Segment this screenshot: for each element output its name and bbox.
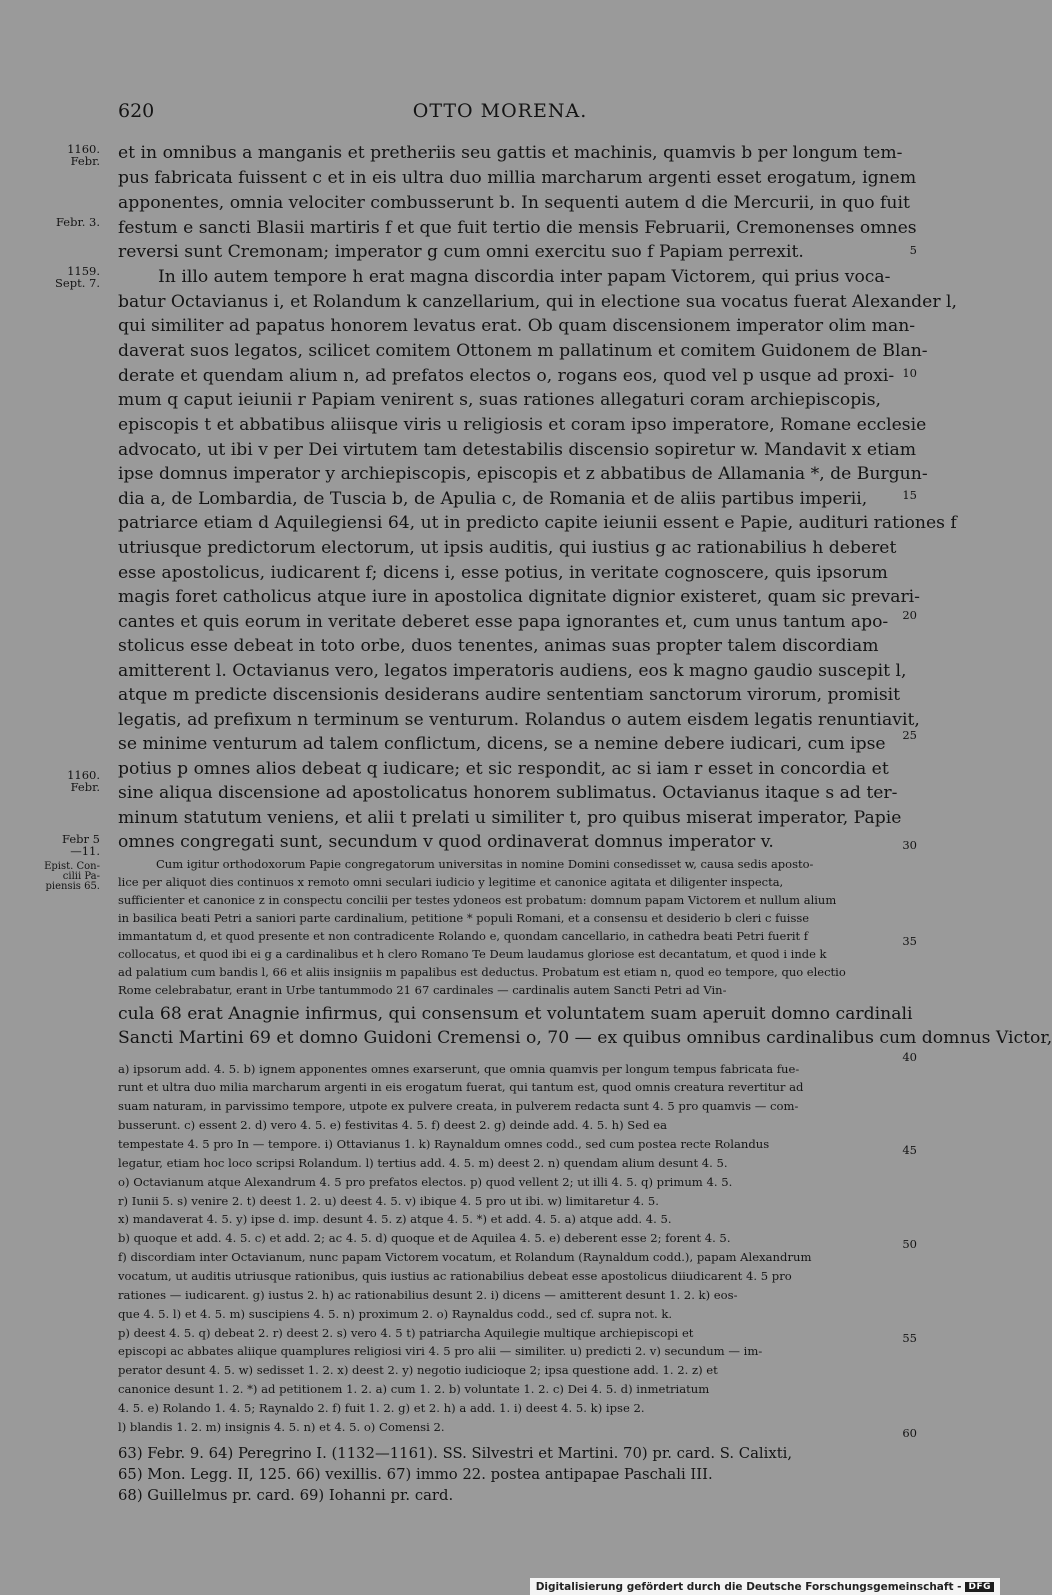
apparatus-line: legatur, etiam hoc loco scripsi Rolandum. l) tertius add. 4. 5. m) deest 2. n) quendam alium desunt 4. 5. — [118, 1156, 728, 1170]
apparatus-line: que 4. 5. l) et 4. 5. m) suscipiens 4. 5. n) proximum 2. o) Raynaldus codd., sed cf. supra not. k. — [118, 1307, 673, 1321]
document-text-line: Sancti Martini 69 et domno Guidoni Cremensi o, 70 — ex quibus omnibus cardinalibus cum domnus Victor, — [118, 1028, 1052, 1048]
margin-date: 1159. Sept. 7. — [55, 264, 100, 290]
apparatus-line: o) Octavianum atque Alexandrum 4. 5 pro prefatos electos. p) quod vellent 2; ut illi 4. 5. q) primum 4. 5. — [118, 1175, 733, 1189]
main-text-line: magis foret catholicus atque iure in apostolica dignitate dignior existeret, quam sic prevari- — [118, 587, 920, 607]
document-text-line: sufficienter et canonice z in conspectu concilii per testes ydoneos est probatum: domnum papam Victorem et nullum alium — [118, 893, 837, 907]
main-text-line: atque m predicte discensionis desiderans audire sententiam sanctorum virorum, promisit — [118, 685, 901, 705]
main-text-line: festum e sancti Blasii martiris f et que fuit tertio die mensis Februarii, Cremonenses omnes — [118, 218, 917, 238]
line-number: 15 — [902, 488, 917, 502]
margin-date: 1160. Febr. — [67, 142, 100, 168]
line-number: 5 — [909, 243, 917, 257]
margin-reference: Epist. Con- cilii Pa- piensis 65. — [44, 861, 100, 892]
line-number: 60 — [902, 1426, 917, 1440]
apparatus-line: tempestate 4. 5 pro In — tempore. i) Ottavianus 1. k) Raynaldum omnes codd., sed cum postea recte Rolandus — [118, 1137, 770, 1151]
dfg-logo-icon: DFG — [965, 1582, 994, 1592]
main-text-line: qui similiter ad papatus honorem levatus erat. Ob quam discensionem imperator olim man- — [118, 316, 916, 336]
main-text-line: amitterent l. Octavianus vero, legatos imperatoris audiens, eos k magno gaudio suscepit l, — [118, 661, 907, 681]
line-number: 35 — [902, 934, 917, 948]
main-text-line: legatis, ad prefixum n terminum se venturum. Rolandus o autem eisdem legatis renuntiavit, — [118, 710, 920, 730]
document-text-line: in basilica beati Petri a saniori parte cardinalium, petitione * populi Romani, et a consensu et desiderio b cleri c fuisse — [118, 911, 810, 925]
footnote-line: 63) Febr. 9. 64) Peregrino I. (1132—1161). SS. Silvestri et Martini. 70) pr. card. S. Calixti, — [118, 1445, 793, 1462]
main-text-line: se minime venturum ad talem conflictum, dicens, se a nemine debere iudicari, cum ipse — [118, 734, 886, 754]
apparatus-line: l) blandis 1. 2. m) insignis 4. 5. n) et 4. 5. o) Comensi 2. — [118, 1420, 445, 1434]
main-text-line: advocato, ut ibi v per Dei virtutem tam detestabilis discensio sopiretur w. Mandavit x etiam — [118, 440, 917, 460]
footnote-line: 65) Mon. Legg. II, 125. 66) vexillis. 67) immo 22. postea antipapae Paschali III. — [118, 1466, 713, 1483]
apparatus-line: episcopi ac abbates aliique quamplures religiosi viri 4. 5 pro alii — similiter. u) predicti 2. v) secundum — im- — [118, 1344, 763, 1358]
apparatus-line: canonice desunt 1. 2. *) ad petitionem 1. 2. a) cum 1. 2. b) voluntate 1. 2. c) Dei 4. 5. d) inmetriatum — [118, 1382, 710, 1396]
main-text-line: stolicus esse debeat in toto orbe, duos tenentes, animas suas propter talem discordiam — [118, 636, 879, 656]
main-text-line: In illo autem tempore h erat magna discordia inter papam Victorem, qui prius voca- — [158, 267, 891, 287]
apparatus-line: vocatum, ut auditis utriusque rationibus, quis iustius ac rationabilius debeat esse apostolicus diiudicarent 4. 5 pro — [118, 1269, 792, 1283]
main-text-line: utriusque predictorum electorum, ut ipsis auditis, qui iustius g ac rationabilius h deberet — [118, 538, 897, 558]
line-number: 25 — [902, 728, 917, 742]
apparatus-line: x) mandaverat 4. 5. y) ipse d. imp. desunt 4. 5. z) atque 4. 5. *) et add. 4. 5. a) atque add. 4. 5. — [118, 1212, 672, 1226]
main-text-line: apponentes, omnia velociter combusserunt b. In sequenti autem d die Mercurii, in quo fuit — [118, 193, 910, 213]
credit-text: Digitalisierung gefördert durch die Deutsche Forschungsgemeinschaft - — [535, 1581, 962, 1593]
line-number: 40 — [902, 1050, 917, 1064]
running-title: OTTO MORENA. — [412, 100, 588, 122]
apparatus-line: r) Iunii 5. s) venire 2. t) deest 1. 2. u) deest 4. 5. v) ibique 4. 5 pro ut ibi. w) limitaretur 4. 5. — [118, 1194, 659, 1208]
document-text-line: immantatum d, et quod presente et non contradicente Rolando e, quondam cancellario, in cathedra beati Petri fuerit f — [118, 929, 809, 943]
document-text-line: lice per aliquot dies continuos x remoto omni seculari iudicio y legitime et canonice agitata et diligenter inspecta, — [118, 875, 784, 889]
main-text-line: patriarce etiam d Aquilegiensi 64, ut in predicto capite ieiunii essent e Papie, audituri rationes f — [118, 513, 957, 533]
line-number: 30 — [902, 838, 917, 852]
footnote-line: 68) Guillelmus pr. card. 69) Iohanni pr. card. — [118, 1487, 454, 1504]
main-text-line: cantes et quis eorum in veritate deberet esse papa ignorantes et, cum unus tantum apo- — [118, 612, 889, 632]
main-text-line: episcopis t et abbatibus aliisque viris u religiosis et coram ipso imperatore, Romane ecclesie — [118, 415, 927, 435]
document-text-line: Cum igitur orthodoxorum Papie congregatorum universitas in nomine Domini consedisset w, causa sedis aposto- — [156, 857, 814, 871]
margin-date: Febr 5 —11. — [62, 832, 100, 858]
document-text-line: Rome celebrabatur, erant in Urbe tantummodo 21 67 cardinales — cardinalis autem Sancti Petri ad Vin- — [118, 983, 727, 997]
apparatus-line: perator desunt 4. 5. w) sedisset 1. 2. x) deest 2. y) negotio iudicioque 2; ipsa questione add. 1. 2. z) et — [118, 1363, 718, 1377]
line-number: 50 — [902, 1237, 917, 1251]
main-text-line: daverat suos legatos, scilicet comitem Ottonem m pallatinum et comitem Guidonem de Blan- — [118, 341, 928, 361]
main-text-line: ipse domnus imperator y archiepiscopis, episcopis et z abbatibus de Allamania *, de Burgun- — [118, 464, 928, 484]
margin-date: Febr. 3. — [55, 215, 100, 229]
apparatus-line: suam naturam, in parvissimo tempore, utpote ex pulvere creata, in pulverem redacta sunt 4. 5 pro quamvis — com- — [118, 1099, 799, 1113]
apparatus-line: busserunt. c) essent 2. d) vero 4. 5. e) festivitas 4. 5. f) deest 2. g) deinde add. 4. 5. h) Sed ea — [118, 1118, 667, 1132]
line-number: 10 — [902, 366, 917, 380]
apparatus-line: f) discordiam inter Octavianum, nunc papam Victorem vocatum, et Rolandum (Raynaldum codd.), papam Alexandrum — [118, 1250, 812, 1264]
apparatus-line: runt et ultra duo milia marcharum argenti in eis erogatum fuerat, qui tantum est, quod omnis creatura revertitur ad — [118, 1080, 804, 1094]
main-text-line: potius p omnes alios debeat q iudicare; et sic respondit, ac si iam r esset in concordia et — [118, 759, 889, 779]
apparatus-line: 4. 5. e) Rolando 1. 4. 5; Raynaldo 2. f) fuit 1. 2. g) et 2. h) a add. 1. i) deest 4. 5. k) ipse 2. — [118, 1401, 645, 1415]
apparatus-line: p) deest 4. 5. q) debeat 2. r) deest 2. s) vero 4. 5 t) patriarcha Aquilegie multique archiepiscopi et — [118, 1326, 694, 1340]
main-text-line: reversi sunt Cremonam; imperator g cum omni exercitu suo f Papiam perrexit. — [118, 242, 804, 262]
main-text-line: dia a, de Lombardia, de Tuscia b, de Apulia c, de Romania et de aliis partibus imperii, — [118, 489, 868, 509]
apparatus-line: rationes — iudicarent. g) iustus 2. h) ac rationabilius desunt 2. i) dicens — amitterent desunt 1. 2. k) eos- — [118, 1288, 738, 1302]
page-number: 620 — [118, 100, 155, 122]
main-text-line: pus fabricata fuissent c et in eis ultra duo millia marcharum argenti esset erogatum, ignem — [118, 168, 917, 188]
main-text-line: derate et quendam alium n, ad prefatos electos o, rogans eos, quod vel p usque ad proxi- — [118, 366, 895, 386]
line-number: 45 — [902, 1143, 917, 1157]
apparatus-line: a) ipsorum add. 4. 5. b) ignem apponentes omnes exarserunt, que omnia quamvis per longum tempus fabricata fue- — [118, 1062, 800, 1076]
main-text-line: et in omnibus a manganis et pretheriis seu gattis et machinis, quamvis b per longum tem- — [118, 143, 903, 163]
main-text-line: mum q caput ieiunii r Papiam venirent s, suas rationes allegaturi coram archiepiscopis, — [118, 390, 881, 410]
document-text-line: ad palatium cum bandis l, 66 et aliis insigniis m papalibus est deductus. Probatum est etiam n, quod eo tempore, quo electio — [118, 965, 846, 979]
document-text-line: collocatus, et quod ibi ei g a cardinalibus et h clero Romano Te Deum laudamus gloriose est decantatum, et quod i inde k — [118, 947, 827, 961]
line-number: 55 — [902, 1331, 917, 1345]
apparatus-line: b) quoque et add. 4. 5. c) et add. 2; ac 4. 5. d) quoque et de Aquilea 4. 5. e) deberent esse 2; forent 4. 5. — [118, 1231, 731, 1245]
main-text-line: batur Octavianus i, et Rolandum k canzellarium, qui in electione sua vocatus fuerat Alexander l, — [118, 292, 957, 312]
digitization-credit — [530, 1578, 1000, 1595]
main-text-line: minum statutum veniens, et alii t prelati u similiter t, pro quibus miserat imperator, Papie — [118, 808, 902, 828]
margin-date: 1160. Febr. — [67, 768, 100, 794]
main-text-line: esse apostolicus, iudicarent f; dicens i, esse potius, in veritate cognoscere, quis ipsorum — [118, 563, 888, 583]
main-text-line: sine aliqua discensione ad apostolicatus honorem sublimatus. Octavianus itaque s ad ter- — [118, 783, 898, 803]
line-number: 20 — [902, 608, 917, 622]
page-header — [0, 100, 1000, 130]
main-text-line: omnes congregati sunt, secundum v quod ordinaverat domnus imperator v. — [118, 832, 774, 852]
document-text-line: cula 68 erat Anagnie infirmus, qui consensum et voluntatem suam aperuit domno cardinali — [118, 1004, 913, 1024]
